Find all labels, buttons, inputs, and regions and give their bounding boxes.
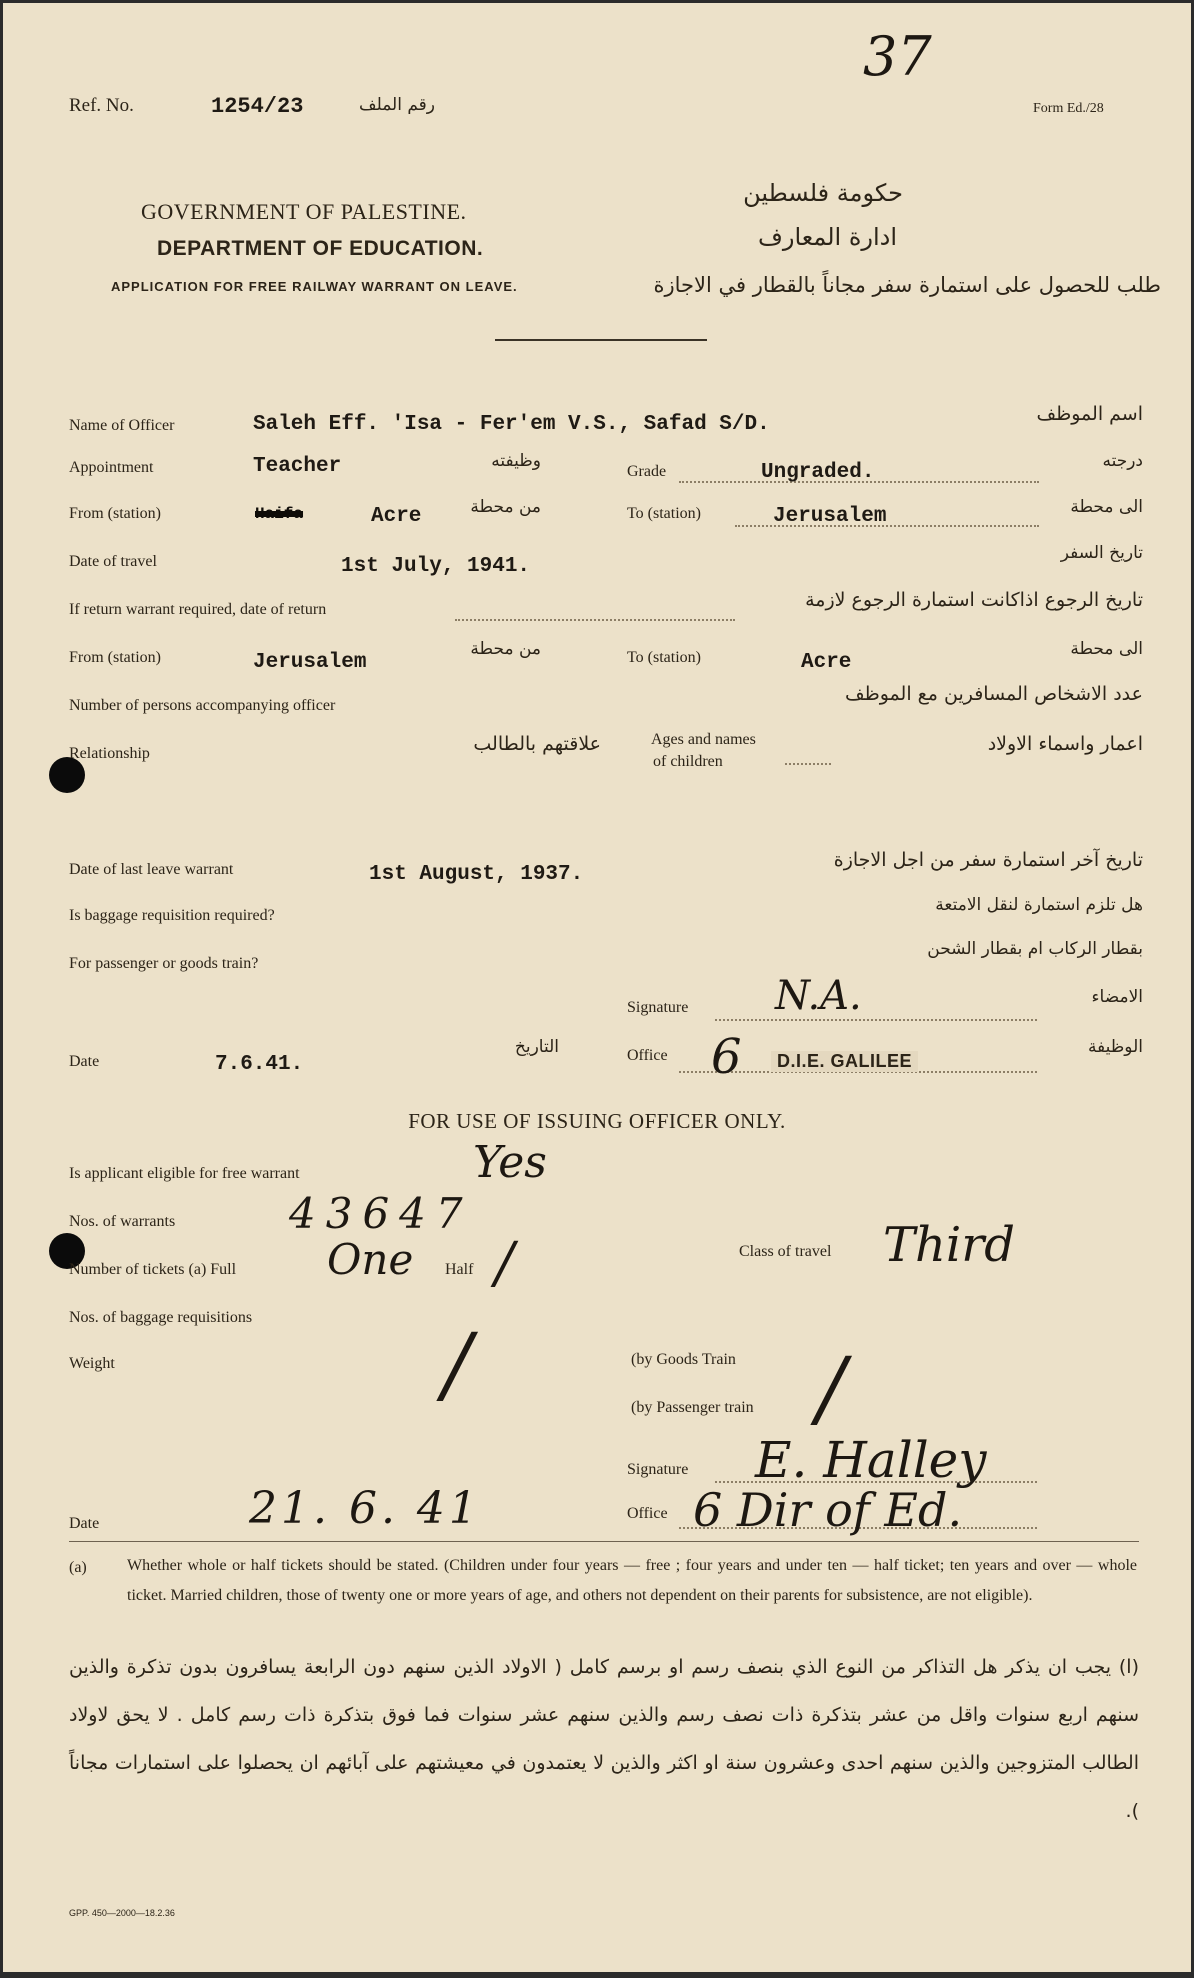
government-title-arabic: حكومة فلسطين xyxy=(743,179,903,207)
to-station-value: Jerusalem xyxy=(773,505,887,528)
children-label xyxy=(651,729,756,773)
baggage-label: Is baggage requisition required? xyxy=(69,907,275,924)
return-to-label-arabic: الى محطة xyxy=(1070,639,1143,659)
last-leave-label: Date of last leave warrant xyxy=(69,861,234,878)
issuing-signature-label: Signature xyxy=(627,1461,689,1478)
return-date-label-arabic: تاريخ الرجوع اذاكانت استمارة الرجوع لازمة xyxy=(805,589,1143,611)
warrants-label: Nos. of warrants xyxy=(69,1213,176,1230)
signature-line xyxy=(715,1019,1037,1021)
date-label: Date xyxy=(69,1053,100,1070)
date-label-arabic: التاريخ xyxy=(514,1037,559,1057)
issuing-heading: FOR USE OF ISSUING OFFICER ONLY. xyxy=(408,1109,786,1133)
travel-date-label: Date of travel xyxy=(69,553,157,570)
date-value: 7.6.41. xyxy=(215,1053,304,1076)
ref-number: 1254/23 xyxy=(211,94,304,119)
eligible-label: Is applicant eligible for free warrant xyxy=(69,1165,300,1182)
last-leave-label-arabic: تاريخ آخر استمارة سفر من اجل الاجازة xyxy=(833,849,1143,871)
half-tickets-value: / xyxy=(495,1231,514,1296)
return-date-line xyxy=(455,619,735,621)
return-to-value: Acre xyxy=(801,651,852,674)
goods-train-label: (by Goods Train xyxy=(631,1351,736,1368)
eligible-value: Yes xyxy=(473,1137,547,1188)
office-stamp: D.I.E. GALILEE xyxy=(771,1051,918,1072)
from-station-label: From (station) xyxy=(69,505,161,522)
appointment-label-arabic: وظيفته xyxy=(491,451,541,471)
ref-label-arabic: رقم الملف xyxy=(359,95,436,115)
notes-divider xyxy=(69,1541,1139,1542)
printer-imprint: GPP. 450—2000—18.2.36 xyxy=(69,1908,175,1918)
from-station-label-arabic: من محطة xyxy=(470,497,541,517)
relationship-label-arabic: علاقتهم بالطالب xyxy=(473,733,601,755)
last-leave-value: 1st August, 1937. xyxy=(369,863,584,886)
application-form-sheet xyxy=(3,3,1191,1972)
return-date-label: If return warrant required, date of return xyxy=(69,601,327,618)
warrant-number: 43647 xyxy=(289,1189,473,1238)
to-station-label: To (station) xyxy=(627,505,701,522)
tickets-label: Number of tickets (a) Full xyxy=(69,1261,237,1278)
appointment-value: Teacher xyxy=(253,455,342,478)
office-hand-mark: 6 xyxy=(711,1029,742,1085)
train-strike-mark: / xyxy=(817,1339,846,1437)
office-label: Office xyxy=(627,1047,668,1064)
baggage-requisitions-label: Nos. of baggage requisitions xyxy=(69,1309,253,1326)
ref-label: Ref. No. xyxy=(69,95,134,116)
half-label: Half xyxy=(445,1261,474,1278)
return-from-label: From (station) xyxy=(69,649,161,666)
note-arabic: (ا) يجب ان يذكر هل التذاكر من النوع الذي بنصف رسم او برسم كامل ( الاولاد الذين سنهم دون الرابعة يسافرون بدون تذكرة والذين سنهم اربع سنوات واقل من عشر بتذكرة ذات نصف رسم والذين سنهم عشر سنوات فما فوق بتذكرة ذات رسم كامل . لا يحق لاولاد الطالب المتزوجين والذين سنهم احدى وعشرون سنة او اكثر والذين لا يعتمدون في معيشتهم على آبائهم ان يحصلوا على استمارات مجاناً ). xyxy=(69,1656,1139,1822)
officer-name-label: Name of Officer xyxy=(69,417,175,434)
return-to-label: To (station) xyxy=(627,649,701,666)
form-title-arabic: طلب للحصول على استمارة سفر مجاناً بالقطار في الاجازة xyxy=(653,273,1161,297)
to-station-label-arabic: الى محطة xyxy=(1070,497,1143,517)
return-from-label-arabic: من محطة xyxy=(470,639,541,659)
children-label-line2: of children xyxy=(653,753,723,770)
children-label-line1: Ages and names xyxy=(651,731,756,748)
signature-label-arabic: الامضاء xyxy=(1091,987,1143,1007)
appointment-label: Appointment xyxy=(69,459,154,476)
form-title: APPLICATION FOR FREE RAILWAY WARRANT ON LEAVE. xyxy=(111,279,518,294)
note-english: Whether whole or half tickets should be stated. (Children under four years — free ; four years and under ten — half ticket; ten years and over — whole ticket. Married children, those of twenty one or more years of age, and others not dependent on their parents for subsistence, are not eligible). xyxy=(127,1557,1137,1604)
from-station-value: Acre xyxy=(371,505,422,528)
baggage-label-arabic: هل تلزم استمارة لنقل الامتعة xyxy=(935,895,1143,915)
form-edition: Form Ed./28 xyxy=(1033,101,1104,116)
weight-value: / xyxy=(443,1315,472,1413)
department-title: DEPARTMENT OF EDUCATION. xyxy=(157,237,484,260)
grade-label-arabic: درجته xyxy=(1102,451,1143,471)
issuing-office-value: 6 Dir of Ed. xyxy=(693,1483,963,1537)
children-line xyxy=(785,763,831,765)
persons-label-arabic: عدد الاشخاص المسافرين مع الموظف xyxy=(844,683,1143,705)
grade-value: Ungraded. xyxy=(761,461,875,484)
train-type-label-arabic: بقطار الركاب ام بقطار الشحن xyxy=(927,939,1143,959)
header-divider xyxy=(495,339,707,341)
weight-label: Weight xyxy=(69,1355,115,1372)
class-label: Class of travel xyxy=(739,1243,832,1260)
issuing-office-label: Office xyxy=(627,1505,668,1522)
officer-name-label-arabic: اسم الموظف xyxy=(1036,403,1143,425)
page-number-handwritten: 37 xyxy=(863,25,932,88)
persons-label: Number of persons accompanying officer xyxy=(69,697,336,714)
issuing-date-label: Date xyxy=(69,1515,100,1532)
passenger-train-label: (by Passenger train xyxy=(631,1399,754,1416)
full-tickets-value: One xyxy=(327,1235,414,1284)
officer-name-value: Saleh Eff. 'Isa - Fer'em V.S., Safad S/D. xyxy=(253,413,770,436)
applicant-signature: N.A. xyxy=(775,973,862,1019)
signature-label: Signature xyxy=(627,999,689,1016)
travel-date-value: 1st July, 1941. xyxy=(341,555,531,578)
return-from-value: Jerusalem xyxy=(253,651,367,674)
grade-label: Grade xyxy=(627,463,667,480)
from-station-struck: Haifa xyxy=(255,505,304,523)
children-label-arabic: اعمار واسماء الاولاد xyxy=(987,733,1143,755)
travel-date-label-arabic: تاريخ السفر xyxy=(1060,543,1143,563)
relationship-label: Relationship xyxy=(69,745,150,762)
department-title-arabic: ادارة المعارف xyxy=(757,223,897,251)
note-marker: (a) xyxy=(69,1559,87,1576)
office-label-arabic: الوظيفة xyxy=(1087,1037,1143,1057)
government-title: GOVERNMENT OF PALESTINE. xyxy=(141,199,467,224)
train-type-label: For passenger or goods train? xyxy=(69,955,259,972)
class-value: Third xyxy=(883,1217,1015,1273)
issuing-signature: E. Halley xyxy=(755,1431,987,1489)
issuing-date-value: 21. 6. 41 xyxy=(249,1483,481,1534)
